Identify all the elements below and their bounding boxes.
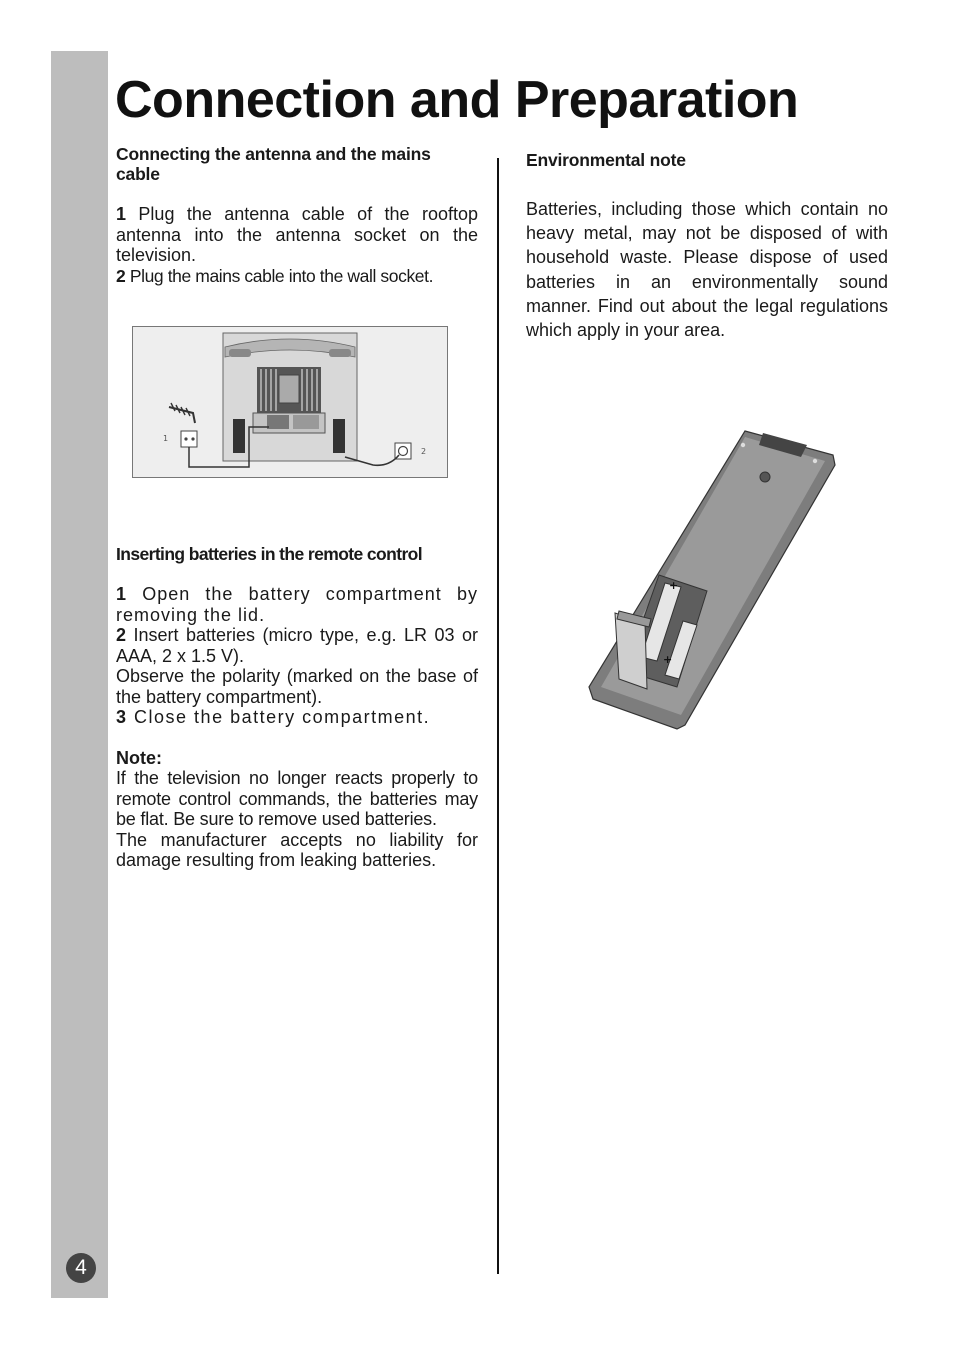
page-number-badge: 4: [66, 1253, 96, 1283]
spacer: [116, 728, 478, 748]
svg-text:+: +: [663, 653, 673, 666]
step-number: 3: [116, 707, 128, 727]
spacer: [526, 170, 888, 197]
antenna-step-1: [116, 204, 478, 266]
battery-step-1: [116, 584, 478, 625]
page-title: Connection and Preparation: [115, 71, 799, 129]
step-text: Plug the antenna cable of the rooftop antenna into the antenna socket on the television.: [116, 204, 478, 265]
step-text: Insert batteries (micro type, e.g. LR 03 or AAA, 2 x 1.5 V).: [116, 625, 478, 666]
step-number: 2: [116, 265, 126, 286]
battery-step-2: [116, 625, 478, 666]
remote-control-illustration: [585, 425, 840, 735]
battery-heading: Inserting batteries in the remote control: [116, 544, 423, 564]
step-text: Open the battery compartment by removing the lid.: [116, 584, 478, 625]
av-socket: [293, 415, 319, 429]
environment-heading: Environmental note: [526, 150, 686, 170]
step-text: Plug the mains cable into the wall socket.: [129, 265, 434, 286]
wall-antenna-socket: [181, 431, 197, 447]
column-divider: [497, 158, 499, 1274]
tv-rear-panel: [279, 375, 299, 403]
rooftop-antenna-icon: [169, 403, 195, 423]
tv-connection-illustration: [132, 326, 448, 478]
battery-step-2-extra: Observe the polarity (marked on the base of the battery compartment).: [116, 666, 478, 707]
side-bar: [51, 51, 108, 1298]
note-text-2: The manufacturer accepts no liability for damage resulting from leaking batteries.: [116, 829, 478, 870]
remote-drawing: [585, 425, 840, 735]
note-text-1: If the television no longer reacts properly to remote control commands, the batteries may be flat. Be sure to remove used batteries.: [116, 768, 478, 829]
step-number: 2: [116, 625, 127, 645]
environment-text: Batteries, including those which contain no heavy metal, may not be disposed of with household waste. Please dispose of used batteries in an environmentally sound manner. Find out about the legal regulations which apply in your area.: [526, 199, 888, 341]
figure-label-1: 1: [163, 434, 169, 443]
tv-handle-left: [229, 349, 251, 357]
note-title: Note:: [116, 747, 162, 768]
tv-handle-right: [329, 349, 351, 357]
antenna-socket: [267, 415, 289, 429]
battery-section: [116, 544, 478, 871]
antenna-section: [116, 144, 478, 286]
environment-section: [526, 150, 888, 342]
step-text: Close the battery compartment.: [134, 707, 431, 727]
step-number: 1: [116, 204, 127, 224]
antenna-step-2: [116, 266, 478, 287]
spacer: [116, 564, 478, 584]
step-number: 1: [116, 584, 128, 604]
spacer: [116, 184, 478, 204]
svg-text:+: +: [669, 579, 679, 592]
tv-back-drawing: [133, 327, 447, 477]
remote-screw: [760, 472, 770, 482]
battery-step-3: [116, 707, 478, 728]
antenna-heading: Connecting the antenna and the mains cable: [116, 144, 431, 184]
figure-label-2: 2: [421, 447, 427, 456]
